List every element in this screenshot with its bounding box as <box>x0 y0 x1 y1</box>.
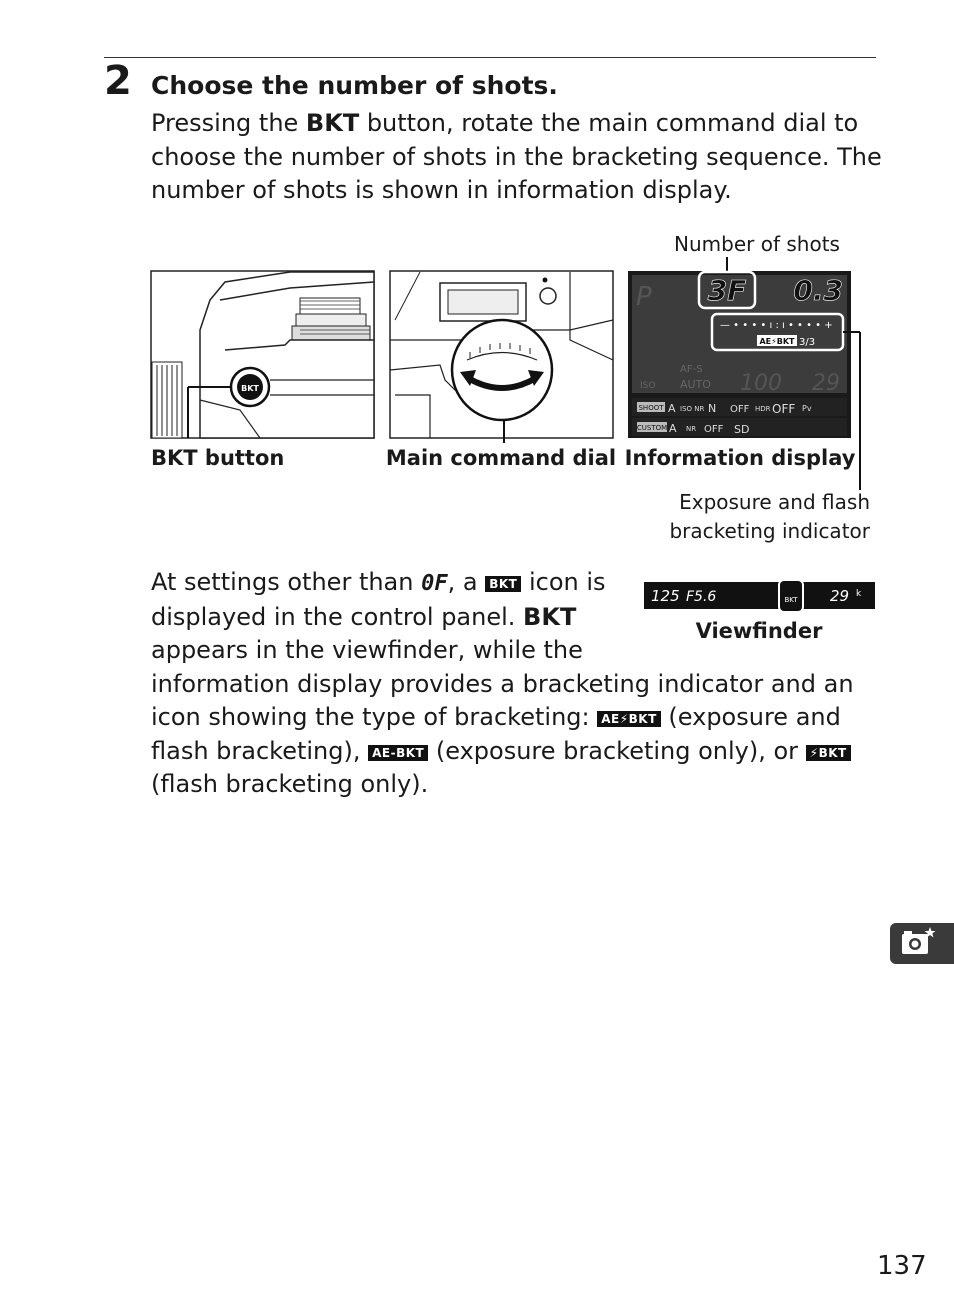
bracketing-figure <box>140 225 900 555</box>
lcd-row1-off2: OFF <box>772 402 796 416</box>
lcd-row2-a: A <box>669 422 677 435</box>
lcd-iso: ISO <box>640 381 656 391</box>
body-l1-post: icon is <box>521 568 606 596</box>
callout-exposure-flash-2: bracketing indicator <box>669 519 870 543</box>
callout-exposure-flash-1: Exposure and flash <box>679 490 870 514</box>
bkt-button-label: BKT <box>241 384 259 393</box>
flash-bkt-icon: ⚡BKT <box>806 745 851 761</box>
lcd-row1-hdr: HDR <box>755 405 771 413</box>
intro-paragraph <box>151 107 891 208</box>
body-l2-pre: displayed in the control panel. <box>151 602 524 631</box>
body-line-5 <box>151 701 854 735</box>
panel-bkt-button <box>151 271 374 438</box>
lcd-row1-off1: OFF <box>730 404 750 415</box>
ae-bkt-icon: AE-BKT <box>368 745 428 761</box>
lcd-bracket-count: 3/3 <box>799 337 816 348</box>
body-paragraph <box>151 566 854 802</box>
lcd-row1-a: A <box>668 402 676 415</box>
caption-info-display: Information display <box>624 446 856 470</box>
vf-k: k <box>856 589 862 599</box>
intro-line3: number of shots is shown in information display. <box>151 176 732 204</box>
lcd-bracket-label: AE⚡BKT <box>759 337 795 346</box>
caption-main-dial: Main command dial <box>385 446 617 470</box>
lcd-mode: P <box>636 282 652 312</box>
vf-bkt: BKT <box>784 596 798 604</box>
camera-star-icon <box>890 923 954 964</box>
lcd-row2-sd: SD <box>734 423 750 436</box>
lcd-row2-off: OFF <box>704 424 724 435</box>
page-number: 137 <box>877 1251 927 1281</box>
lcd-remaining: 29 <box>812 371 840 396</box>
step-title: Choose the number of shots. <box>151 71 558 100</box>
body-line-4: information display provides a bracketing indicator and an <box>151 669 854 698</box>
lcd-row1-n: N <box>708 402 717 415</box>
viewfinder-caption: Viewfinder <box>695 619 823 643</box>
lcd-auto: AUTO <box>680 378 711 391</box>
intro-pre: Pressing the <box>151 109 306 137</box>
vf-shutter: 125 <box>651 587 680 605</box>
body-l1-mid: , a <box>447 568 486 596</box>
body-line-1 <box>151 566 854 601</box>
step-number: 2 <box>104 58 132 104</box>
of-setting-glyph: 0F <box>421 571 448 596</box>
callout-number-of-shots: Number of shots <box>674 232 840 256</box>
body-l5-post: (exposure and <box>660 703 841 731</box>
lcd-row1-pv: Pv <box>802 404 812 413</box>
lcd-shutter-ghost: 100 <box>740 371 782 396</box>
lcd-shots: 3F <box>707 274 747 307</box>
lcd-row2-nr: NR <box>686 425 697 433</box>
body-line-2 <box>151 601 854 635</box>
body-line-3: appears in the viewfinder, while the <box>151 636 583 664</box>
lcd-scale: — • • • • ı : ı • • • • + <box>720 320 833 331</box>
caption-bkt-button: BKT button <box>151 446 285 470</box>
body-l1-pre: At settings other than <box>151 568 422 596</box>
ae-flash-bkt-icon: AE⚡BKT <box>597 711 661 727</box>
intro-line2: choose the number of shots in the bracketing sequence. The <box>151 142 882 171</box>
vf-count: 29 <box>830 587 850 605</box>
lcd-increment: 0.3 <box>793 274 843 307</box>
intro-line1-rest: button, rotate the main command dial to <box>359 109 859 137</box>
lcd-row1-isonr: ISO NR <box>680 405 705 413</box>
lcd-af: AF-S <box>680 364 703 375</box>
intro-bkt-word: BKT <box>305 109 360 137</box>
body-l6-mid: (exposure bracketing only), or <box>428 736 806 765</box>
body-line-7: (flash bracketing only). <box>151 770 429 798</box>
bkt-icon: BKT <box>485 576 521 592</box>
top-rule <box>104 57 876 58</box>
panel-main-command-dial <box>390 271 613 443</box>
vf-aperture: F5.6 <box>686 589 717 605</box>
body-l6-pre: flash bracketing), <box>151 736 369 765</box>
body-l5-pre: icon showing the type of bracketing: <box>151 703 598 731</box>
lcd-row2-custom: CUSTOM <box>636 424 668 432</box>
lcd-row1-shoot: SHOOT <box>638 404 664 412</box>
body-l2-bkt: BKT <box>523 602 577 631</box>
section-tab[interactable] <box>890 923 954 964</box>
body-line-6 <box>151 735 854 769</box>
